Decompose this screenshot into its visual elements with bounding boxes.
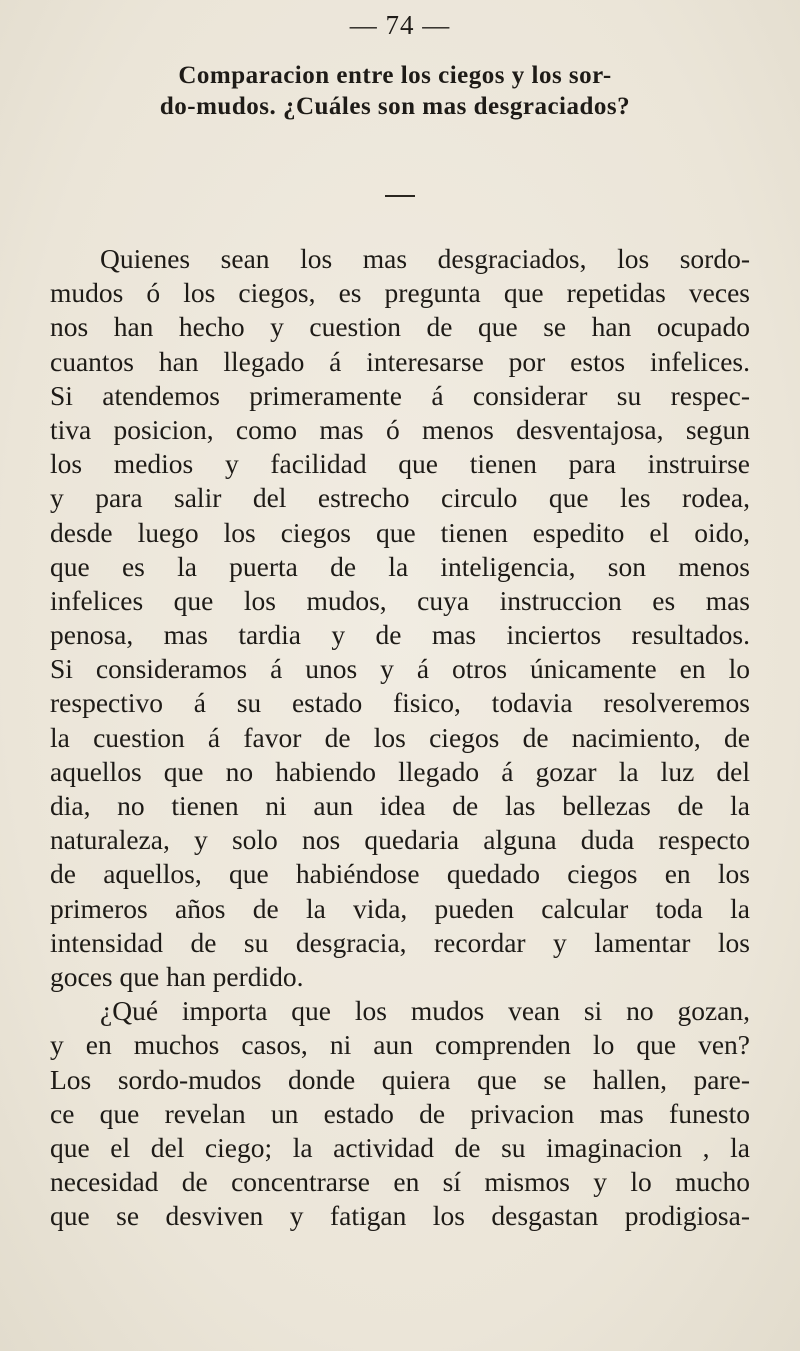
text-line: y para salir del estrecho circulo que les rodea, (50, 482, 750, 514)
text-line: Si atendemos primeramente á considerar su respec- (50, 379, 750, 411)
text-line: goces que han perdido. (50, 960, 304, 992)
text-line: ¿Qué importa que los mudos vean si no gozan, (100, 995, 750, 1027)
text-line: ce que revelan un estado de privacion mas funesto (50, 1097, 750, 1129)
text-line: y en muchos casos, ni aun comprenden lo que ven? (50, 1029, 750, 1061)
text-line: infelices que los mudos, cuya instruccion es mas (50, 584, 750, 616)
text-line: los medios y facilidad que tienen para instruirse (50, 448, 750, 480)
chapter-title-line: Comparacion entre los ciegos y los sor- (178, 62, 612, 89)
text-line: nos han hecho y cuestion de que se han ocupado (50, 311, 750, 343)
text-line: cuantos han llegado á interesarse por estos infelices. (50, 345, 750, 377)
chapter-title-line: do-mudos. ¿Cuáles son mas desgraciados? (159, 93, 631, 120)
text-line: dia, no tienen ni aun idea de las bellezas de la (50, 790, 750, 821)
text-line: que el del ciego; la actividad de su imaginacion , la (50, 1131, 750, 1163)
text-line: intensidad de su desgracia, recordar y lamentar los (50, 926, 750, 958)
body-text (50, 242, 750, 1233)
chapter-title (40, 60, 750, 122)
text-line: penosa, mas tardia y de mas inciertos resultados. (50, 619, 750, 651)
text-line: tiva posicion, como mas ó menos desventajosa, segun (50, 413, 750, 445)
text-line: de aquellos, que habiéndose quedado ciegos en los (50, 858, 750, 890)
text-line: la cuestion á favor de los ciegos de nacimiento, de (50, 721, 750, 753)
text-line: aquellos que no habiendo llegado á gozar la luz del (50, 755, 750, 787)
text-line: Si consideramos á unos y á otros únicamente en lo (50, 653, 750, 685)
text-line: naturaleza, y solo nos quedaria alguna duda respecto (50, 824, 750, 856)
text-line: primeros años de la vida, pueden calcular toda la (50, 892, 750, 924)
text-line: necesidad de concentrarse en sí mismos y lo mucho (50, 1166, 750, 1198)
text-line: que es la puerta de la inteligencia, son menos (50, 550, 750, 582)
text-line: desde luego los ciegos que tienen espedito el oido, (50, 516, 750, 548)
text-line: respectivo á su estado fisico, todavia resolveremos (50, 687, 750, 719)
text-line: Los sordo-mudos donde quiera que se hallen, pare- (50, 1063, 750, 1095)
text-line: mudos ó los ciegos, es pregunta que repetidas veces (50, 277, 750, 309)
section-divider (385, 195, 415, 197)
page-number: — 74 — (349, 10, 451, 40)
text-line: que se desviven y fatigan los desgastan prodigiosa- (50, 1200, 750, 1232)
text-line: Quienes sean los mas desgraciados, los sordo- (100, 243, 750, 274)
